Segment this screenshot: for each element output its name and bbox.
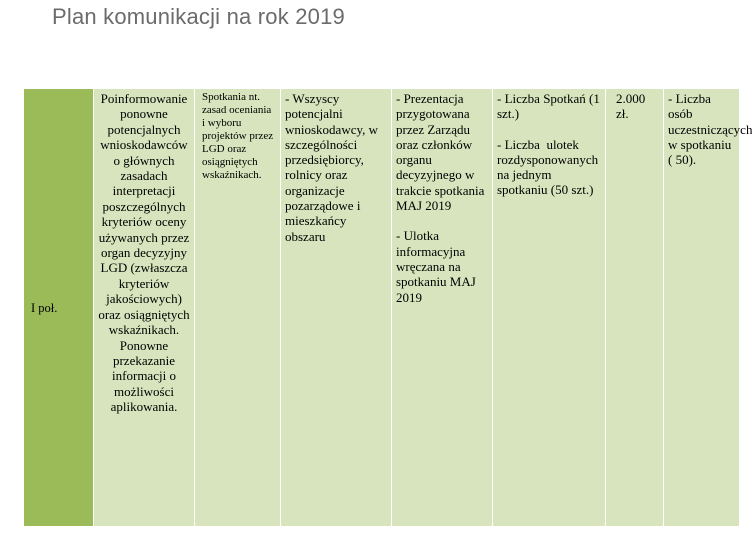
- target-group-text: - Wszyscy potencjalni wnioskodawcy, w szczególności przedsiębiorcy, rolnicy oraz organizacje pozarządowe i mieszkańcy obszaru: [285, 91, 382, 244]
- means-cell: [392, 89, 493, 527]
- period-label: I poł.: [31, 300, 58, 315]
- means-presentation-text: - Prezentacja przygotowana przez Zarządu oraz członków organu decyzyjnego w trakcie spotkania MAJ 2019: [396, 91, 491, 214]
- form-text: Spotkania nt. zasad oceniania i wyboru projektów przez LGD oraz osiągniętych wskaźnikach.: [202, 91, 276, 181]
- indicators-cell: [493, 89, 606, 527]
- communication-plan-table: [23, 88, 752, 527]
- goal-text: Poinformowanie ponowne potencjalnych wnioskodawców o głównych zasadach interpretacji poszczególnych kryteriów oceny używanych przez organ decyzyjny LGD (zwłaszcza kryteriów jakościowych) oraz osiągniętych wskaźnikach. Ponowne przekazanie informacji o możliwości aplikowania.: [98, 91, 193, 415]
- page-title: Plan komunikacji na rok 2019: [52, 4, 345, 29]
- goal-cell: [94, 89, 195, 527]
- indicator-meetings-text: - Liczba Spotkań (1 szt.): [497, 91, 604, 122]
- outcome-cell: [664, 89, 752, 527]
- budget-cell: [606, 89, 664, 527]
- outcome-text: - Liczba osób uczestniczących w spotkaniu ( 50).: [668, 91, 752, 168]
- period-cell: [24, 89, 94, 527]
- form-cell: [195, 89, 281, 527]
- target-group-cell: [281, 89, 392, 527]
- table-row: [24, 89, 740, 527]
- budget-text: 2.000 zł.: [616, 91, 649, 122]
- means-leaflet-text: - Ulotka informacyjna wręczana na spotkaniu MAJ 2019: [396, 228, 480, 305]
- indicator-leaflets-text: - Liczba ulotek rozdysponowanych na jednym spotkaniu (50 szt.): [497, 136, 602, 198]
